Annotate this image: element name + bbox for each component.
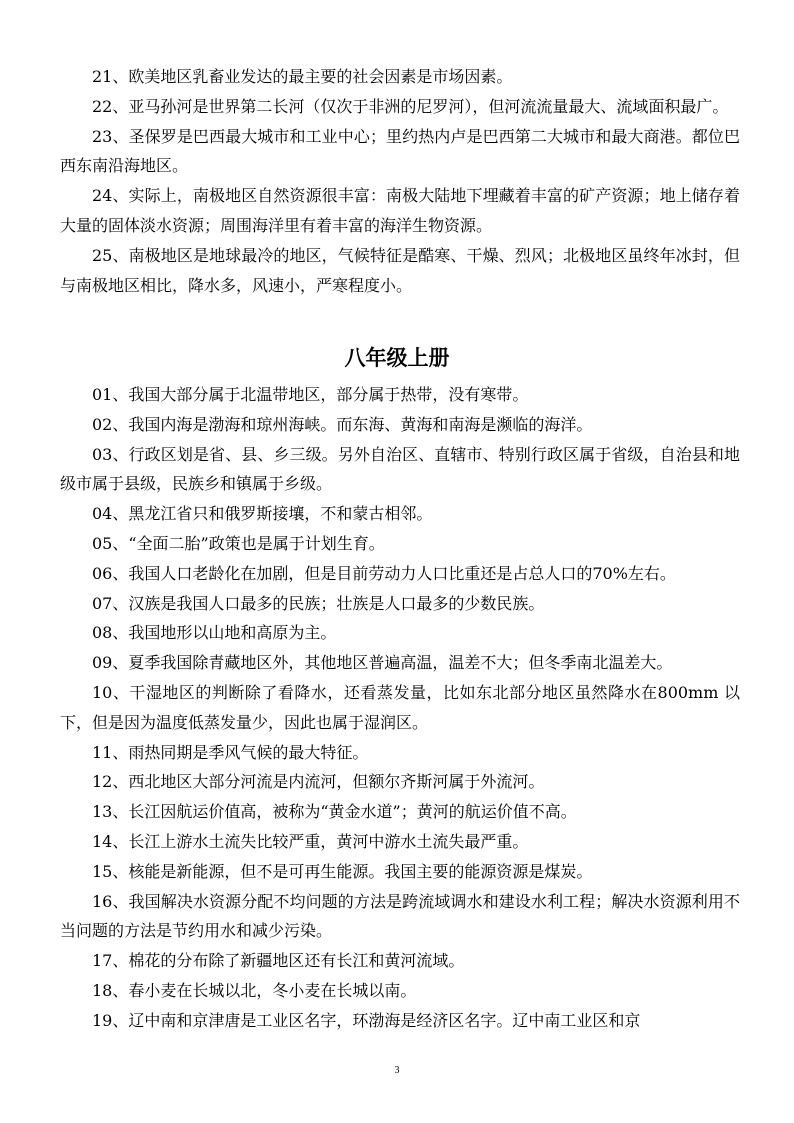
list-item: 25、南极地区是地球最冷的地区，气候特征是酷寒、干燥、烈风；北极地区虽终年冰封，但与南极地区相比，降水多，风速小，严寒程度小。 [60,245,740,295]
list-item: 23、圣保罗是巴西最大城市和工业中心；里约热内卢是巴西第二大城市和最大商港。都位巴西东南沿海地区。 [60,126,740,176]
list-item: 07、汉族是我国人口最多的民族；壮族是人口最多的少数民族。 [92,593,545,613]
list-item: 14、长江上游水土流失比较严重，黄河中游水土流失最严重。 [92,831,529,851]
list-item: 18、春小麦在长城以北，冬小麦在长城以南。 [92,980,417,1000]
list-item: 22、亚马孙河是世界第二长河（仅次于非洲的尼罗河），但河流流量最大、流域面积最广。 [92,96,729,116]
list-item: 16、我国解决水资源分配不均问题的方法是跨流域调水和建设水利工程；解决水资源利用不当问题的方法是节约用水和减少污染。 [60,891,740,941]
list-item: 12、西北地区大部分河流是内流河，但额尔齐斯河属于外流河。 [92,772,545,792]
list-item: 04、黑龙江省只和俄罗斯接壤，不和蒙古相邻。 [92,504,433,524]
list-item: 11、雨热同期是季风气候的最大特征。 [92,742,369,762]
list-item: 17、棉花的分布除了新疆地区还有长江和黄河流域。 [92,951,465,971]
list-item: 08、我国地形以山地和高原为主。 [92,623,337,643]
list-item: 09、夏季我国除青藏地区外，其他地区普遍高温，温差不大；但冬季南北温差大。 [92,653,673,673]
item-list-bottom [60,380,740,1036]
list-item: 03、行政区划是省、县、乡三级。另外自治区、直辖市、特别行政区属于省级，自治县和地级市属于县级，民族乡和镇属于乡级。 [60,444,740,494]
list-item: 10、干湿地区的判断除了看降水，还看蒸发量，比如东北部分地区虽然降水在800mm 以下，但是因为温度低蒸发量少，因此也属于湿润区。 [60,682,740,732]
list-item: 06、我国人口老龄化在加剧，但是目前劳动力人口比重还是占总人口的70%左右。 [92,563,676,583]
list-item: 15、核能是新能源，但不是可再生能源。我国主要的能源资源是煤炭。 [92,861,593,881]
page-number: 3 [394,1065,400,1076]
list-item: 01、我国大部分属于北温带地区，部分属于热带，没有寒带。 [92,385,529,404]
list-item: 13、长江因航运价值高，被称为“黄金水道”；黄河的航运价值不高。 [92,802,577,822]
item-list-top [60,62,740,300]
list-item: 19、辽中南和京津唐是工业区名字，环渤海是经济区名字。辽中南工业区和京 [92,1010,641,1030]
list-item: 05、“全面二胎”政策也是属于计划生育。 [92,533,385,553]
list-item: 21、欧美地区乳畜业发达的最主要的社会因素是市场因素。 [92,67,513,86]
section-heading: 八年级上册 [344,346,450,370]
list-item: 02、我国内海是渤海和琼州海峡。而东海、黄海和南海是濒临的海洋。 [92,414,593,434]
list-item: 24、实际上，南极地区自然资源很丰富：南极大陆地下埋藏着丰富的矿产资源；地上储存着大量的固体淡水资源；周围海洋里有着丰富的海洋生物资源。 [60,186,740,235]
